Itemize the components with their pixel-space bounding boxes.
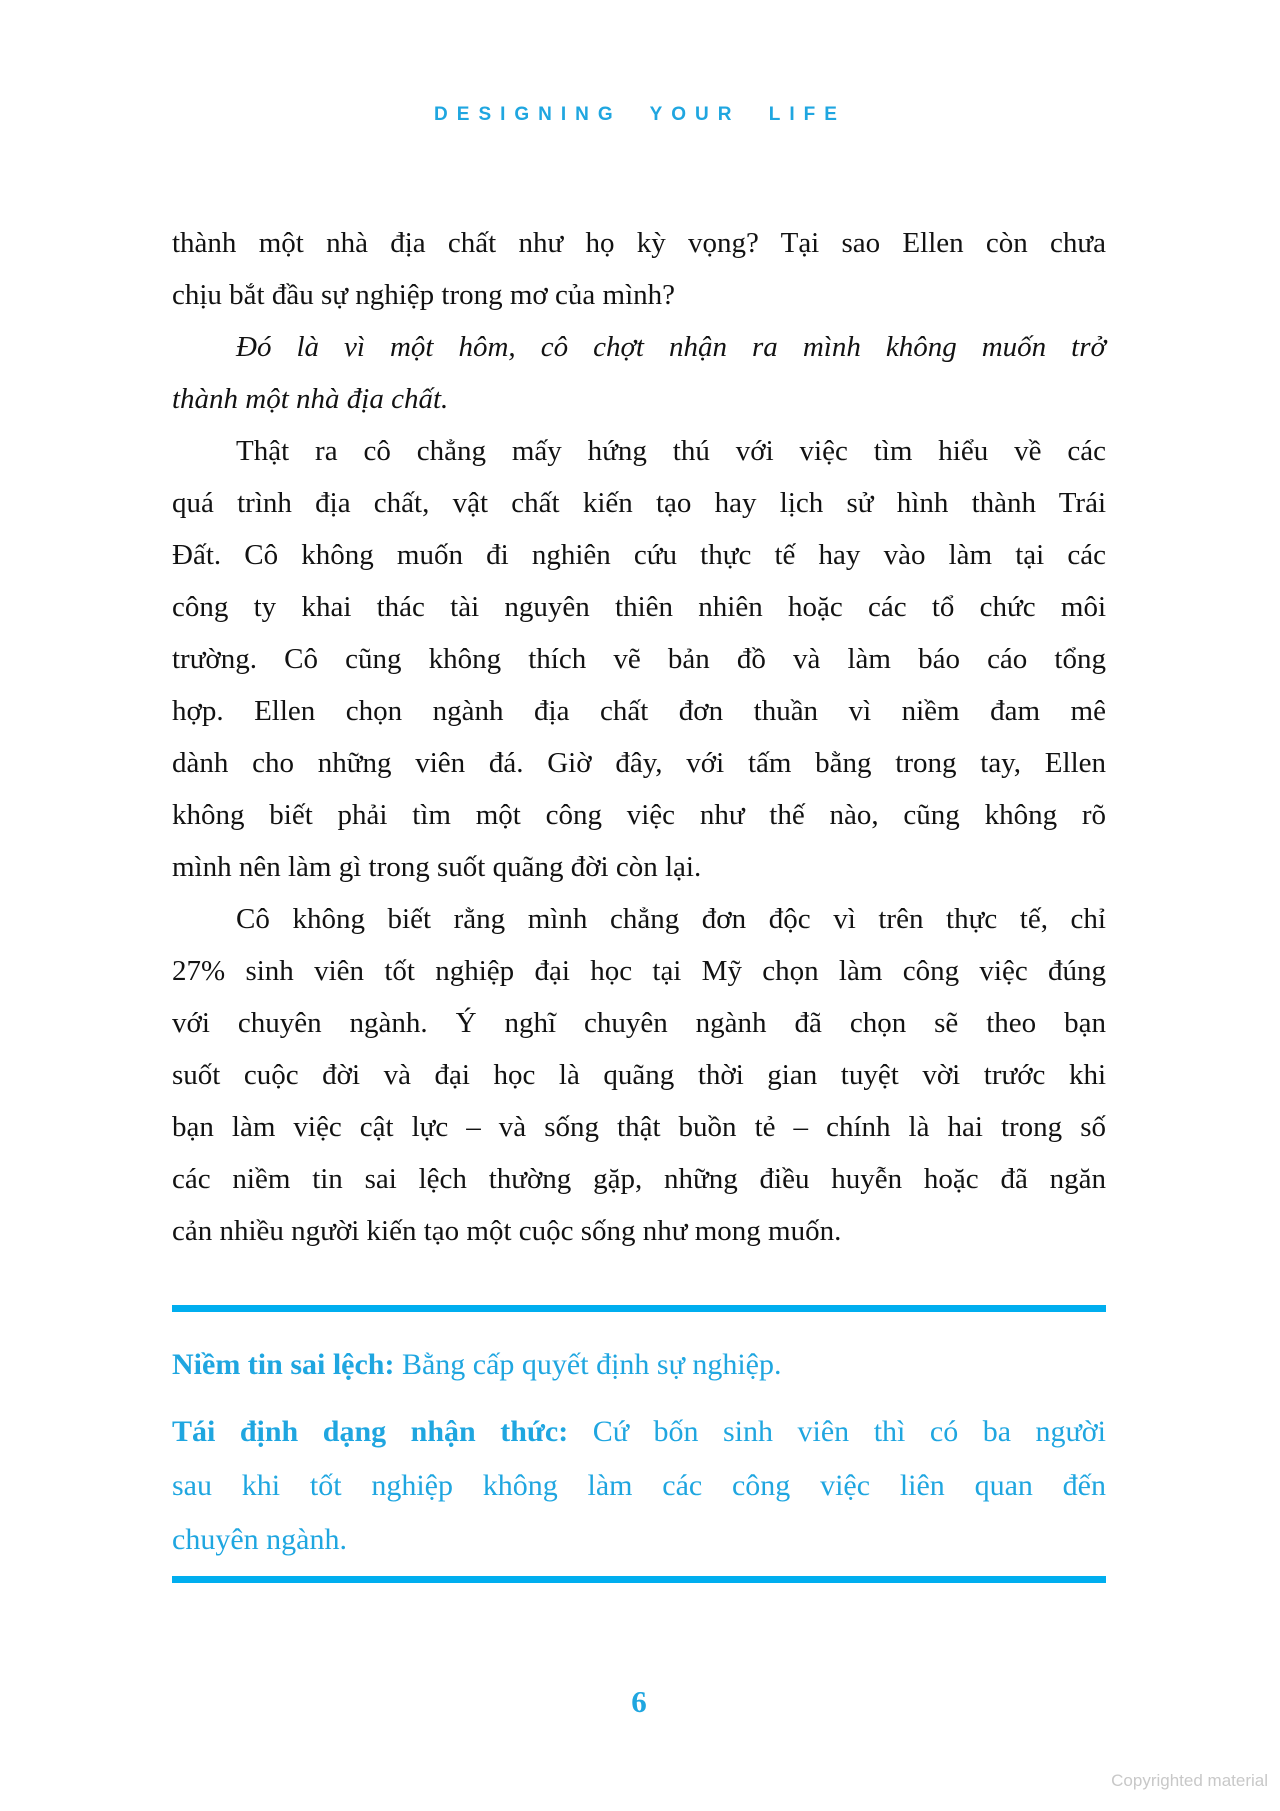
- body-line: quá trình địa chất, vật chất kiến tạo hay lịch sử hình thành Trái: [172, 487, 1106, 519]
- callout-paragraph: [172, 1338, 1106, 1392]
- body-paragraph: [172, 321, 1106, 425]
- body-line: công ty khai thác tài nguyên thiên nhiên hoặc các tổ chức môi: [172, 591, 1106, 623]
- callout-line: Niềm tin sai lệch: Bằng cấp quyết định sự nghiệp.: [172, 1348, 782, 1381]
- body-text-block: [172, 217, 1106, 1257]
- body-line: các niềm tin sai lệch thường gặp, những điều huyễn hoặc đã ngăn: [172, 1163, 1106, 1195]
- body-line: thành một nhà địa chất.: [172, 383, 449, 415]
- body-line: 27% sinh viên tốt nghiệp đại học tại Mỹ chọn làm công việc đúng: [172, 955, 1106, 987]
- callout-box: [172, 1305, 1106, 1583]
- copyright-notice: Copyrighted material: [1111, 1771, 1268, 1790]
- callout-label: Tái định dạng nhận thức:: [172, 1415, 569, 1448]
- body-paragraph: [172, 425, 1106, 893]
- body-line: hợp. Ellen chọn ngành địa chất đơn thuần vì niềm đam mê: [172, 695, 1106, 727]
- body-line: mình nên làm gì trong suốt quãng đời còn lại.: [172, 851, 702, 883]
- body-line: thành một nhà địa chất như họ kỳ vọng? Tại sao Ellen còn chưa: [172, 227, 1106, 259]
- body-line: Đất. Cô không muốn đi nghiên cứu thực tế hay vào làm tại các: [172, 539, 1106, 571]
- body-line: không biết phải tìm một công việc như thế nào, cũng không rõ: [172, 799, 1106, 831]
- body-line: Đó là vì một hôm, cô chợt nhận ra mình không muốn trở: [236, 331, 1106, 363]
- page-number: 6: [631, 1684, 647, 1719]
- body-line: với chuyên ngành. Ý nghĩ chuyên ngành đã chọn sẽ theo bạn: [172, 1007, 1106, 1039]
- callout-line: chuyên ngành.: [172, 1523, 347, 1556]
- body-line: bạn làm việc cật lực – và sống thật buồn tẻ – chính là hai trong số: [172, 1111, 1106, 1143]
- running-head: DESIGNING YOUR LIFE: [434, 104, 846, 125]
- body-line: trường. Cô cũng không thích vẽ bản đồ và làm báo cáo tổng: [172, 643, 1106, 675]
- body-line: cản nhiều người kiến tạo một cuộc sống như mong muốn.: [172, 1215, 842, 1247]
- body-line: Thật ra cô chẳng mấy hứng thú với việc tìm hiểu về các: [236, 435, 1106, 467]
- body-line: chịu bắt đầu sự nghiệp trong mơ của mình?: [172, 279, 675, 311]
- callout-label: Niềm tin sai lệch:: [172, 1348, 395, 1381]
- body-paragraph: [172, 217, 1106, 321]
- callout-line: Tái định dạng nhận thức: Cứ bốn sinh viên thì có ba người: [172, 1415, 1106, 1448]
- body-line: Cô không biết rằng mình chẳng đơn độc vì trên thực tế, chỉ: [236, 903, 1106, 935]
- body-line: dành cho những viên đá. Giờ đây, với tấm bằng trong tay, Ellen: [172, 747, 1106, 779]
- callout-paragraph: [172, 1405, 1106, 1567]
- callout-line: sau khi tốt nghiệp không làm các công việc liên quan đến: [172, 1469, 1106, 1502]
- body-line: suốt cuộc đời và đại học là quãng thời gian tuyệt vời trước khi: [172, 1059, 1106, 1091]
- body-paragraph: [172, 893, 1106, 1257]
